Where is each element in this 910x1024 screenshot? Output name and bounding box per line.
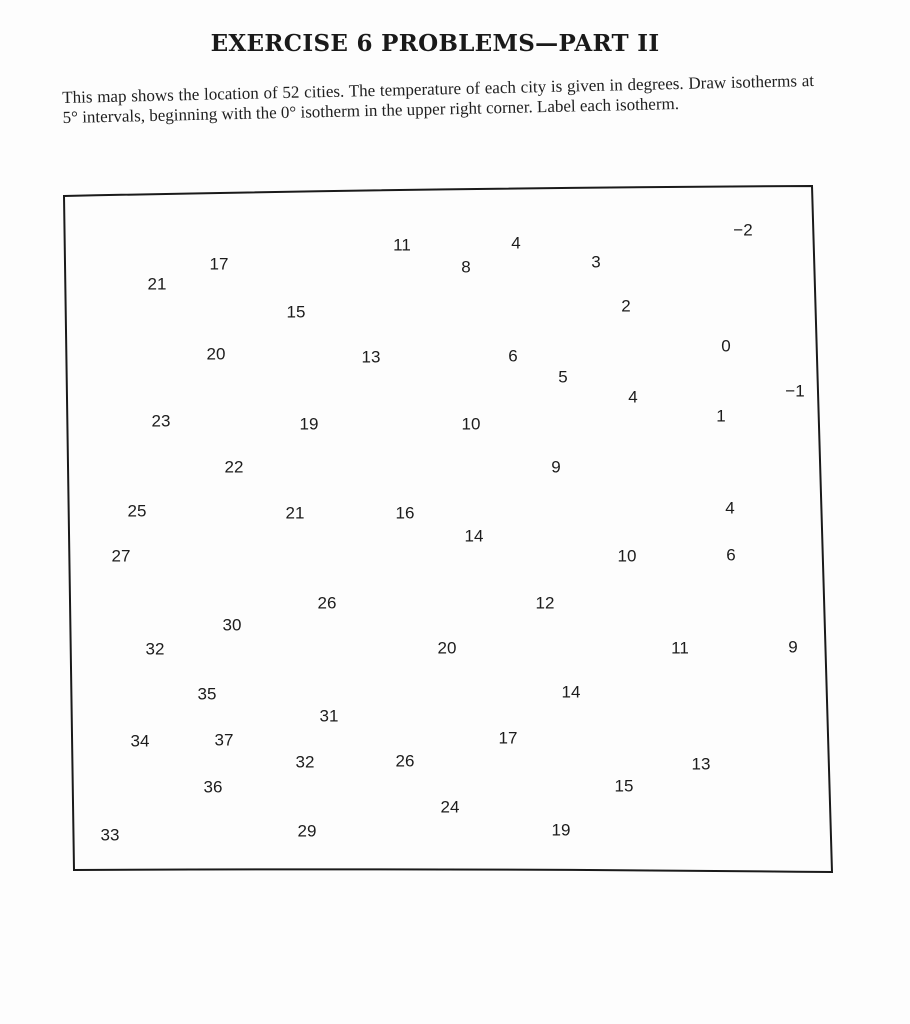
city-temperature: 27 [111, 546, 131, 566]
city-temperature: 26 [395, 751, 415, 771]
city-temperature: 25 [127, 501, 147, 521]
city-temperature: 29 [297, 821, 317, 841]
city-temperatures [101, 220, 805, 844]
city-temperature: 35 [197, 684, 217, 704]
city-temperature: 13 [691, 754, 711, 774]
city-temperature: 20 [206, 344, 226, 364]
instructions-text: This map shows the location of 52 cities. The temperature of each city is given in degrees. Draw isotherms at 5° intervals, beginning with the 0° isotherm in the upper right corner. Label each isotherm. [62, 70, 815, 127]
city-temperature: 10 [617, 546, 637, 566]
map-border [64, 186, 832, 872]
city-temperature: 22 [224, 457, 244, 477]
city-temperature: −2 [733, 220, 753, 240]
page-title: EXERCISE 6 PROBLEMS—PART II [210, 30, 660, 57]
city-temperature: 37 [214, 730, 234, 750]
city-temperature: 32 [295, 752, 315, 772]
city-temperature: 0 [721, 336, 731, 356]
city-temperature: 2 [621, 296, 631, 316]
city-temperature: 4 [725, 498, 735, 518]
city-temperature: 23 [151, 411, 171, 431]
city-temperature: 4 [511, 233, 521, 253]
city-temperature: 13 [361, 347, 381, 367]
city-temperature: 6 [726, 545, 736, 565]
city-temperature: 14 [561, 682, 581, 702]
city-temperature: 36 [203, 777, 223, 797]
city-temperature: 15 [614, 776, 634, 796]
city-temperature: 30 [222, 615, 242, 635]
city-temperature: 9 [788, 637, 798, 657]
city-temperature: 21 [285, 503, 305, 523]
city-temperature: 15 [286, 302, 306, 322]
city-temperature: 17 [498, 728, 518, 748]
city-temperature: 34 [130, 731, 150, 751]
city-temperature: 4 [628, 387, 638, 407]
city-temperature: 14 [464, 526, 484, 546]
city-temperature: 5 [558, 367, 568, 387]
city-temperature: 32 [145, 639, 165, 659]
city-temperature: 10 [461, 414, 481, 434]
city-temperature: 24 [440, 797, 460, 817]
city-temperature: 8 [461, 257, 471, 277]
city-temperature: 9 [551, 457, 561, 477]
city-temperature: 17 [209, 254, 229, 274]
city-temperature: 33 [100, 825, 120, 845]
city-temperature: 16 [395, 503, 415, 523]
city-temperature: 1 [716, 406, 726, 426]
city-temperature: 20 [437, 638, 457, 658]
city-temperature: 31 [319, 706, 339, 726]
city-temperature: 12 [535, 593, 555, 613]
city-temperature: 21 [147, 274, 167, 294]
city-temperature: 3 [591, 252, 601, 272]
city-temperature: −1 [785, 381, 805, 401]
city-temperature: 6 [508, 346, 518, 366]
city-temperature: 11 [671, 638, 689, 658]
city-temperature: 11 [393, 235, 411, 255]
city-temperature: 26 [317, 593, 337, 613]
city-temperature: 19 [551, 820, 571, 840]
city-temperature: 19 [299, 414, 319, 434]
